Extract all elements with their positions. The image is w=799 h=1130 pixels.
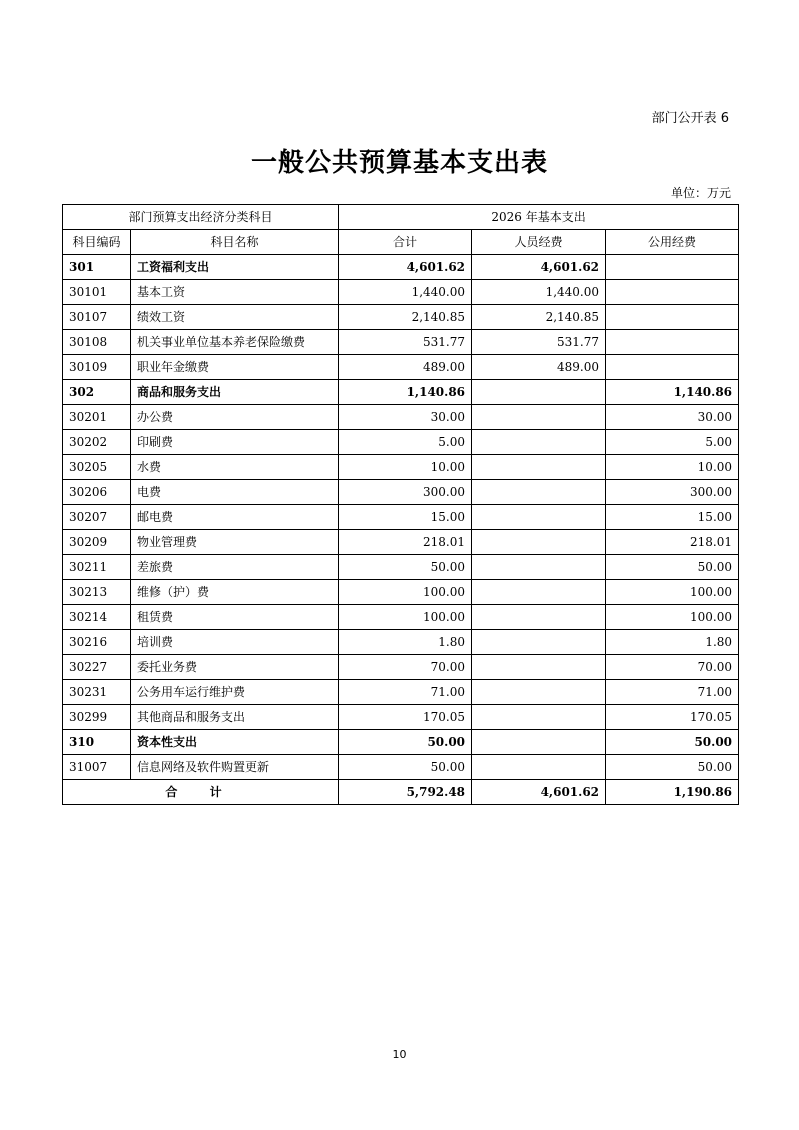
row-name: 工资福利支出 (131, 255, 339, 280)
column-header-public: 公用经费 (606, 230, 739, 255)
row-public: 1,140.86 (606, 380, 739, 405)
column-header-code: 科目编码 (63, 230, 131, 255)
table-row (63, 605, 739, 630)
row-personnel (472, 755, 606, 780)
row-personnel (472, 555, 606, 580)
total-amount: 5,792.48 (339, 780, 472, 805)
row-personnel (472, 455, 606, 480)
table-row (63, 580, 739, 605)
row-code: 30216 (63, 630, 131, 655)
row-name: 资本性支出 (131, 730, 339, 755)
table-row (63, 505, 739, 530)
row-code: 30231 (63, 680, 131, 705)
row-public (606, 280, 739, 305)
row-name: 差旅费 (131, 555, 339, 580)
row-code: 30209 (63, 530, 131, 555)
row-public: 70.00 (606, 655, 739, 680)
table-row (63, 755, 739, 780)
row-personnel: 1,440.00 (472, 280, 606, 305)
row-code: 30202 (63, 430, 131, 455)
row-total: 10.00 (339, 455, 472, 480)
row-public: 10.00 (606, 455, 739, 480)
row-personnel (472, 630, 606, 655)
row-name: 电费 (131, 480, 339, 505)
row-public: 71.00 (606, 680, 739, 705)
row-name: 印刷费 (131, 430, 339, 455)
row-public: 50.00 (606, 755, 739, 780)
row-total: 100.00 (339, 580, 472, 605)
total-row (63, 780, 739, 805)
table-row (63, 555, 739, 580)
row-total: 4,601.62 (339, 255, 472, 280)
row-name: 公务用车运行维护费 (131, 680, 339, 705)
row-name: 其他商品和服务支出 (131, 705, 339, 730)
table-row (63, 280, 739, 305)
row-code: 30108 (63, 330, 131, 355)
row-code: 30214 (63, 605, 131, 630)
row-total: 100.00 (339, 605, 472, 630)
row-total: 50.00 (339, 555, 472, 580)
row-public: 5.00 (606, 430, 739, 455)
row-public (606, 330, 739, 355)
row-personnel: 2,140.85 (472, 305, 606, 330)
row-code: 30201 (63, 405, 131, 430)
row-code: 30211 (63, 555, 131, 580)
row-personnel (472, 705, 606, 730)
row-total: 218.01 (339, 530, 472, 555)
row-personnel (472, 430, 606, 455)
table-row (63, 705, 739, 730)
row-personnel (472, 580, 606, 605)
group-header-row (63, 205, 739, 230)
page-title: 一般公共预算基本支出表 (250, 148, 548, 178)
row-name: 绩效工资 (131, 305, 339, 330)
table-row (63, 630, 739, 655)
row-code: 30299 (63, 705, 131, 730)
row-personnel (472, 530, 606, 555)
row-name: 信息网络及软件购置更新 (131, 755, 339, 780)
row-name: 机关事业单位基本养老保险缴费 (131, 330, 339, 355)
group-header-basic-expenditure: 2026 年基本支出 (339, 205, 739, 230)
row-personnel: 4,601.62 (472, 255, 606, 280)
row-name: 水费 (131, 455, 339, 480)
table-row (63, 455, 739, 480)
row-public: 50.00 (606, 555, 739, 580)
row-public: 15.00 (606, 505, 739, 530)
row-code: 30101 (63, 280, 131, 305)
row-public (606, 255, 739, 280)
row-total: 1.80 (339, 630, 472, 655)
column-header-row (63, 230, 739, 255)
table-row (63, 380, 739, 405)
column-header-total: 合计 (339, 230, 472, 255)
total-label: 合 计 (63, 780, 339, 805)
row-total: 71.00 (339, 680, 472, 705)
row-name: 委托业务费 (131, 655, 339, 680)
row-public (606, 305, 739, 330)
row-public: 300.00 (606, 480, 739, 505)
total-personnel: 4,601.62 (472, 780, 606, 805)
table-row (63, 680, 739, 705)
row-total: 300.00 (339, 480, 472, 505)
row-public: 30.00 (606, 405, 739, 430)
row-public: 100.00 (606, 580, 739, 605)
page-number: 10 (392, 1048, 407, 1061)
row-personnel (472, 380, 606, 405)
row-name: 培训费 (131, 630, 339, 655)
row-total: 2,140.85 (339, 305, 472, 330)
row-personnel (472, 605, 606, 630)
row-total: 50.00 (339, 730, 472, 755)
row-public: 100.00 (606, 605, 739, 630)
row-personnel (472, 480, 606, 505)
row-name: 租赁费 (131, 605, 339, 630)
table-body (63, 255, 739, 780)
budget-table (62, 204, 739, 805)
row-name: 维修（护）费 (131, 580, 339, 605)
row-public: 218.01 (606, 530, 739, 555)
row-personnel (472, 405, 606, 430)
row-total: 15.00 (339, 505, 472, 530)
row-code: 30107 (63, 305, 131, 330)
group-header-classification: 部门预算支出经济分类科目 (63, 205, 339, 230)
column-header-personnel: 人员经费 (472, 230, 606, 255)
unit-label: 单位：万元 (670, 186, 731, 200)
row-public: 50.00 (606, 730, 739, 755)
row-code: 30207 (63, 505, 131, 530)
row-total: 5.00 (339, 430, 472, 455)
table-row (63, 305, 739, 330)
total-public: 1,190.86 (606, 780, 739, 805)
table-row (63, 530, 739, 555)
row-personnel (472, 730, 606, 755)
row-total: 70.00 (339, 655, 472, 680)
row-total: 1,440.00 (339, 280, 472, 305)
table-row (63, 255, 739, 280)
row-total: 50.00 (339, 755, 472, 780)
row-code: 30227 (63, 655, 131, 680)
table-number-label: 部门公开表 6 (651, 111, 729, 126)
row-name: 物业管理费 (131, 530, 339, 555)
column-header-name: 科目名称 (131, 230, 339, 255)
table-row (63, 405, 739, 430)
table-row (63, 730, 739, 755)
row-code: 301 (63, 255, 131, 280)
row-code: 30109 (63, 355, 131, 380)
row-name: 基本工资 (131, 280, 339, 305)
row-code: 302 (63, 380, 131, 405)
row-code: 30213 (63, 580, 131, 605)
row-total: 489.00 (339, 355, 472, 380)
row-personnel (472, 680, 606, 705)
row-code: 310 (63, 730, 131, 755)
row-public: 170.05 (606, 705, 739, 730)
row-personnel: 489.00 (472, 355, 606, 380)
table-row (63, 655, 739, 680)
row-total: 531.77 (339, 330, 472, 355)
row-name: 邮电费 (131, 505, 339, 530)
row-name: 职业年金缴费 (131, 355, 339, 380)
table-row (63, 480, 739, 505)
row-code: 30206 (63, 480, 131, 505)
row-code: 31007 (63, 755, 131, 780)
table-row (63, 430, 739, 455)
row-personnel (472, 505, 606, 530)
row-public: 1.80 (606, 630, 739, 655)
row-public (606, 355, 739, 380)
row-name: 办公费 (131, 405, 339, 430)
table-row (63, 355, 739, 380)
row-total: 30.00 (339, 405, 472, 430)
row-total: 170.05 (339, 705, 472, 730)
table-row (63, 330, 739, 355)
row-total: 1,140.86 (339, 380, 472, 405)
row-personnel: 531.77 (472, 330, 606, 355)
row-name: 商品和服务支出 (131, 380, 339, 405)
row-code: 30205 (63, 455, 131, 480)
row-personnel (472, 655, 606, 680)
